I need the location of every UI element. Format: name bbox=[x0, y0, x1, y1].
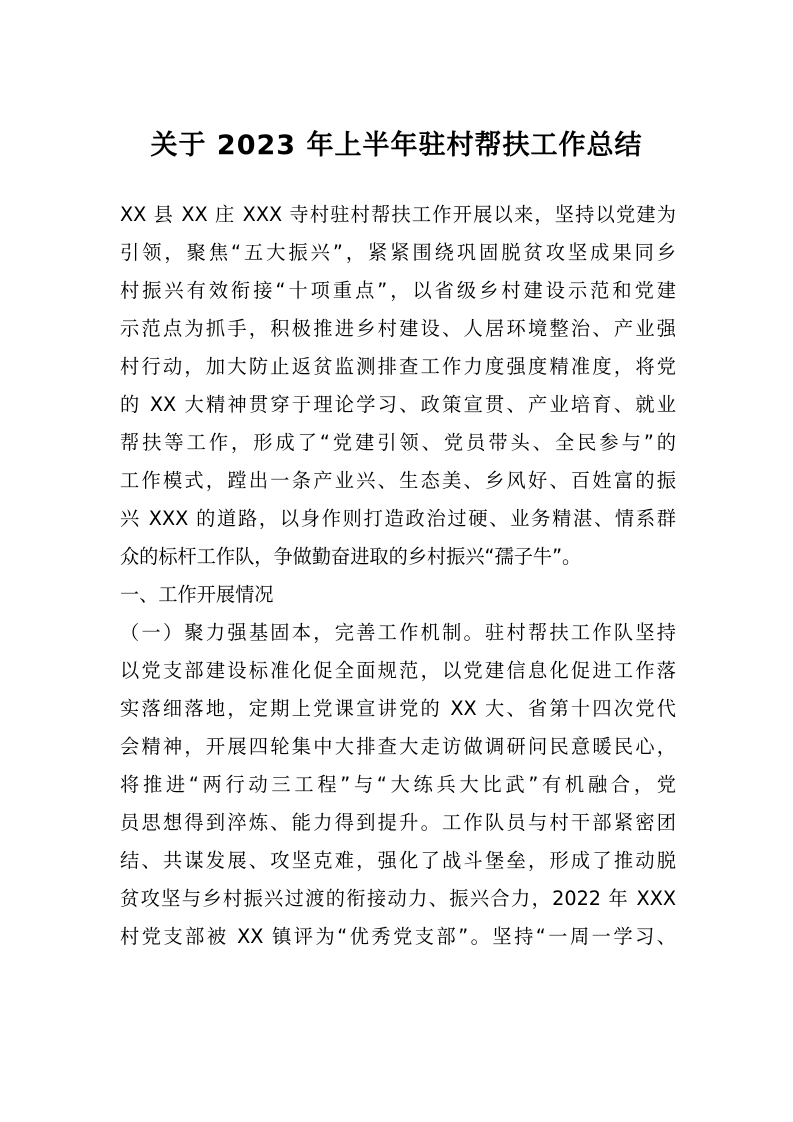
paragraph-2-line-1: （一）聚力强基固本，完善工作机制。驻村帮扶工作队坚持 bbox=[120, 621, 676, 644]
paragraph-2-line-6: 员思想得到淬炼、能力得到提升。工作队员与村干部紧密团 bbox=[120, 811, 676, 834]
paragraph-2-line-5: 将推进“两行动三工程”与“大练兵大比武”有机融合，党 bbox=[120, 773, 676, 796]
paragraph-2-line-4: 会精神，开展四轮集中大排查大走访做调研问民意暖民心， bbox=[120, 735, 676, 758]
paragraph-1-line-8: 工作模式，蹚出一条产业兴、生态美、乡风好、百姓富的振 bbox=[120, 469, 676, 492]
paragraph-1-line-4: 示范点为抓手，积极推进乡村建设、人居环境整治、产业强 bbox=[120, 317, 676, 340]
paragraph-1-line-10: 众的标杆工作队，争做勤奋进取的乡村振兴“孺子牛”。 bbox=[120, 545, 582, 568]
paragraph-1-line-1: XX 县 XX 庄 XXX 寺村驻村帮扶工作开展以来，坚持以党建为 bbox=[120, 203, 676, 226]
paragraph-2-line-8: 贫攻坚与乡村振兴过渡的衔接动力、振兴合力，2022 年 XXX bbox=[120, 887, 676, 910]
paragraph-1-line-6: 的 XX 大精神贯穿于理论学习、政策宣贯、产业培育、就业 bbox=[120, 393, 676, 416]
paragraph-2-line-7: 结、共谋发展、攻坚克难，强化了战斗堡垒，形成了推动脱 bbox=[120, 849, 676, 872]
section-heading: 一、工作开展情况 bbox=[120, 583, 274, 606]
paragraph-1-line-5: 村行动，加大防止返贫监测排查工作力度强度精准度，将党 bbox=[120, 355, 676, 378]
paragraph-2-line-9: 村党支部被 XX 镇评为“优秀党支部”。坚持“一周一学习、 bbox=[120, 925, 676, 948]
paragraph-2-line-2: 以党支部建设标准化促全面规范，以党建信息化促进工作落 bbox=[120, 659, 676, 682]
paragraph-1-line-3: 村振兴有效衔接“十项重点”，以省级乡村建设示范和党建 bbox=[120, 279, 676, 302]
paragraph-1-line-2: 引领，聚焦“五大振兴”，紧紧围绕巩固脱贫攻坚成果同乡 bbox=[120, 241, 676, 264]
paragraph-1-line-7: 帮扶等工作，形成了“党建引领、党员带头、全民参与”的 bbox=[120, 431, 676, 454]
document-title: 关于 2023 年上半年驻村帮扶工作总结 bbox=[150, 130, 643, 161]
document-body bbox=[120, 196, 676, 956]
paragraph-1-line-9: 兴 XXX 的道路，以身作则打造政治过硬、业务精湛、情系群 bbox=[120, 507, 676, 530]
paragraph-2-line-3: 实落细落地，定期上党课宣讲党的 XX 大、省第十四次党代 bbox=[120, 697, 676, 720]
